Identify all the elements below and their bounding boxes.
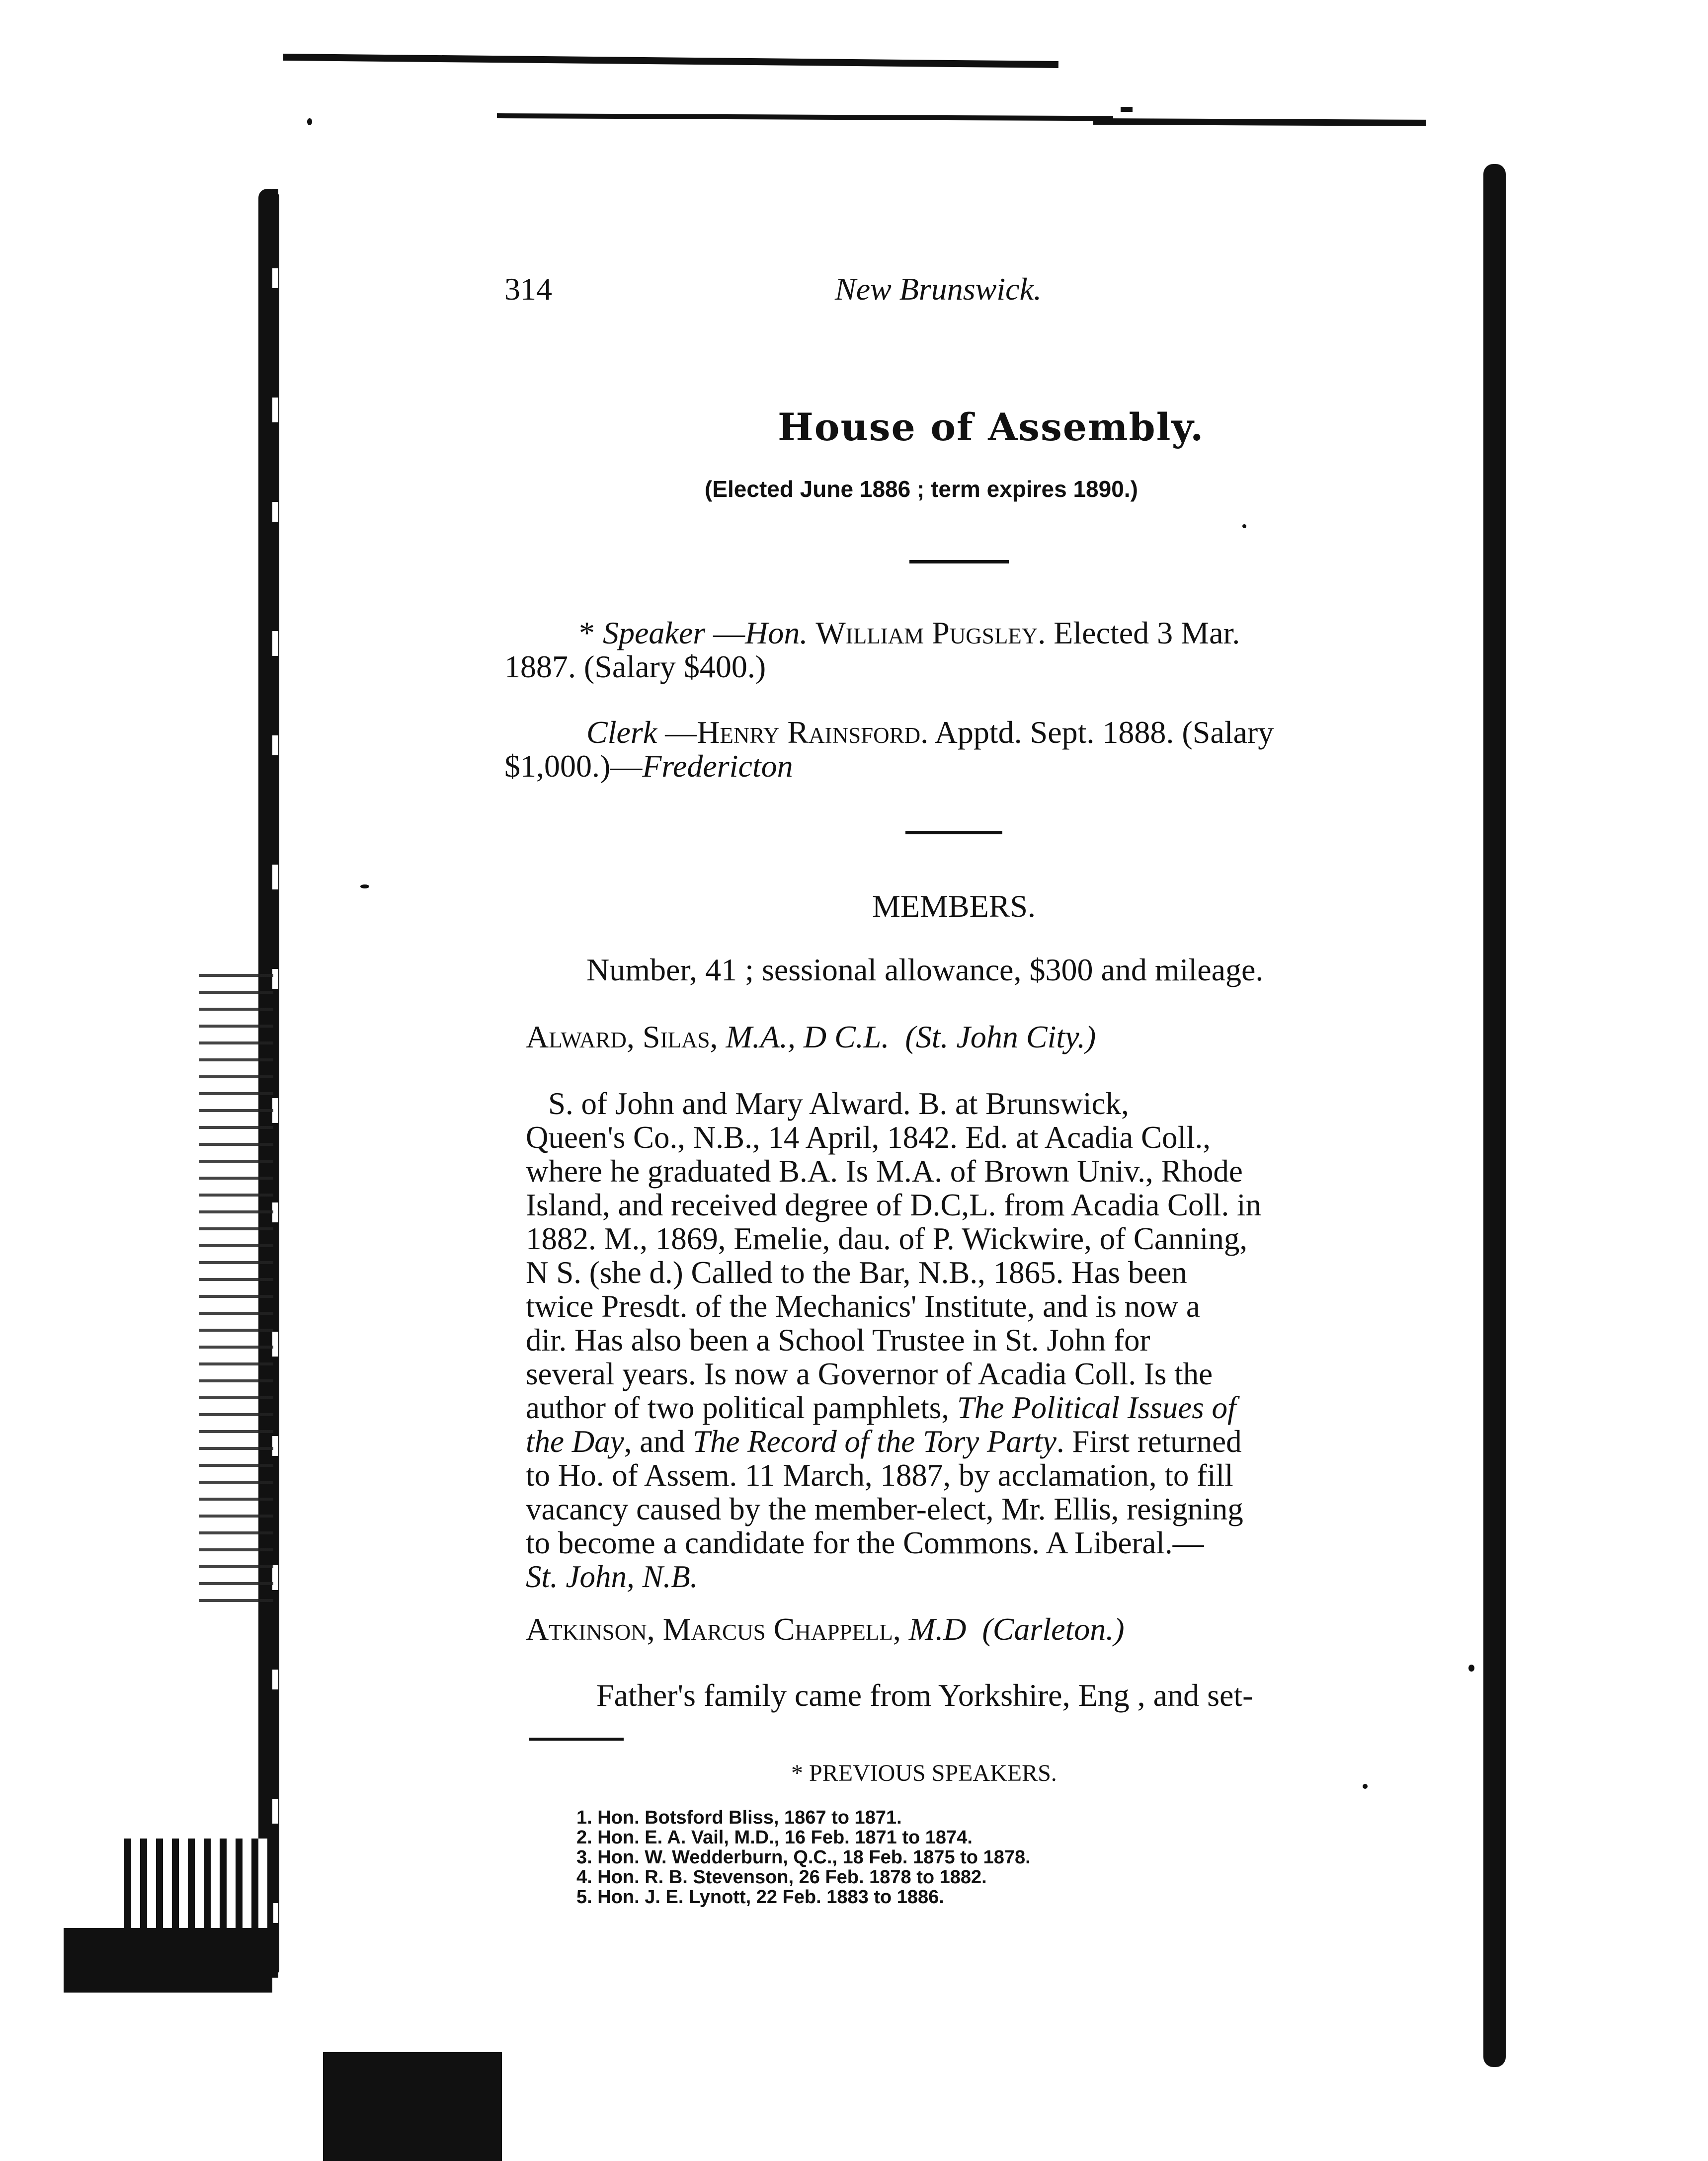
- bio-line: Island, and received degree of D.C,L. from Acadia Coll. in: [526, 1188, 1262, 1222]
- bio-line: where he graduated B.A. Is M.A. of Brown Univ., Rhode: [526, 1154, 1243, 1189]
- list-item: 1. Hon. Botsford Bliss, 1867 to 1871.: [576, 1807, 902, 1828]
- clerk-salary: $1,000.)—: [504, 748, 643, 784]
- bio-text: . First returned: [1056, 1424, 1242, 1459]
- speaker-role: Speaker: [603, 615, 706, 650]
- pamphlet-title: The Record of the Tory Party: [692, 1424, 1057, 1459]
- bio-line: St. John, N.B.: [526, 1559, 698, 1594]
- scan-edge-line: [283, 54, 1058, 68]
- list-item: 3. Hon. W. Wedderburn, Q.C., 18 Feb. 1875 to 1878.: [576, 1847, 1031, 1868]
- bio-line: several years. Is now a Governor of Acadia Coll. Is the: [526, 1357, 1213, 1391]
- member-bio-atkinson: Father's family came from Yorkshire, Eng , and set-: [596, 1678, 1253, 1713]
- bio-line: to become a candidate for the Commons. A Liberal.—: [526, 1525, 1204, 1560]
- previous-speakers-heading: * PREVIOUS SPEAKERS.: [791, 1760, 1057, 1786]
- scan-speck: [1242, 524, 1246, 528]
- members-heading: MEMBERS.: [872, 888, 1036, 924]
- scan-edge-line: [497, 113, 1113, 121]
- scan-speck: [307, 118, 312, 125]
- footnote-mark: *: [579, 615, 595, 650]
- scan-left-edge-texture: [124, 1839, 273, 1933]
- section-divider: [909, 560, 1009, 563]
- running-head: New Brunswick.: [835, 271, 1042, 307]
- bio-line: dir. Has also been a School Trustee in St. John for: [526, 1323, 1150, 1358]
- scan-speck: [1363, 1784, 1368, 1789]
- bio-line: 1882. M., 1869, Emelie, dau. of P. Wickwire, of Canning,: [526, 1221, 1248, 1256]
- clerk-salary-line: [504, 749, 793, 783]
- scan-left-edge: [64, 1928, 272, 1993]
- scan-edge-line: [1093, 118, 1426, 126]
- page-number: 314: [504, 271, 552, 307]
- section-divider: [905, 831, 1002, 834]
- bio-line: [526, 1391, 1415, 1425]
- speaker-salary: 1887. (Salary $400.): [504, 649, 766, 684]
- bio-line: N S. (she d.) Called to the Bar, N.B., 1865. Has been: [526, 1255, 1187, 1290]
- clerk-name: Henry Rainsford: [697, 715, 921, 750]
- members-summary: Number, 41 ; sessional allowance, $300 and mileage.: [586, 952, 1264, 987]
- speaker-dash: —: [705, 615, 745, 650]
- bio-text: author of two political pamphlets,: [526, 1390, 957, 1425]
- bio-line: vacancy caused by the member-elect, Mr. Ellis, resigning: [526, 1492, 1243, 1526]
- speaker-name: William Pugsley: [815, 615, 1038, 650]
- member-heading-atkinson: Atkinson, Marcus Chappell, M.D (Carleton.): [526, 1611, 1125, 1647]
- list-item: 5. Hon. J. E. Lynott, 22 Feb. 1883 to 1886.: [576, 1887, 944, 1908]
- member-riding: (St. John City.): [905, 1019, 1096, 1054]
- scan-speck: [1121, 107, 1133, 112]
- elected-note: (Elected June 1886 ; term expires 1890.): [705, 476, 1138, 502]
- bio-text: , and: [624, 1424, 693, 1459]
- clerk-line: [586, 716, 1274, 749]
- bio-line: [526, 1425, 1415, 1458]
- member-bio-alward: [526, 1087, 1415, 1594]
- list-item: 2. Hon. E. A. Vail, M.D., 16 Feb. 1871 to 1874.: [576, 1827, 973, 1848]
- page-title: House of Assembly.: [778, 405, 1205, 449]
- scan-speck: [360, 884, 369, 888]
- scan-right-edge: [1483, 164, 1506, 2067]
- speaker-elected: . Elected 3 Mar.: [1038, 615, 1240, 650]
- bio-line: S. of John and Mary Alward. B. at Brunswick,: [548, 1086, 1129, 1121]
- clerk-appointed: . Apptd. Sept. 1888. (Salary: [920, 715, 1274, 750]
- bio-line: Queen's Co., N.B., 14 April, 1842. Ed. at Acadia Coll.,: [526, 1120, 1211, 1155]
- previous-speakers-list: [576, 1808, 1031, 1907]
- scan-speck: [1468, 1665, 1474, 1672]
- list-item: 4. Hon. R. B. Stevenson, 26 Feb. 1878 to 1882.: [576, 1867, 987, 1888]
- member-degrees: M.D: [908, 1611, 967, 1647]
- speaker-honorific: Hon.: [745, 615, 808, 650]
- pamphlet-title: The Political Issues of: [957, 1390, 1236, 1425]
- scan-left-edge-texture: [199, 974, 273, 1610]
- member-degrees: M.A., D C.L.: [726, 1019, 890, 1054]
- bio-line: twice Presdt. of the Mechanics' Institute, and is now a: [526, 1289, 1200, 1324]
- member-given: Marcus Chappell: [662, 1611, 893, 1647]
- clerk-place: Fredericton: [642, 748, 793, 784]
- member-surname: Alward: [526, 1019, 627, 1054]
- member-surname: Atkinson: [526, 1611, 647, 1647]
- clerk-role: Clerk: [586, 715, 657, 750]
- scan-bottom-block: [323, 2052, 502, 2161]
- member-heading-alward: Alward, Silas, M.A., D C.L. (St. John City.): [526, 1019, 1096, 1054]
- pamphlet-title: the Day: [526, 1424, 624, 1459]
- clerk-dash: —: [657, 715, 697, 750]
- member-riding: (Carleton.): [982, 1611, 1125, 1647]
- member-given: Silas: [642, 1019, 710, 1054]
- footnote-divider: [529, 1738, 624, 1741]
- speaker-line: [579, 616, 1240, 650]
- bio-line: to Ho. of Assem. 11 March, 1887, by acclamation, to fill: [526, 1458, 1233, 1493]
